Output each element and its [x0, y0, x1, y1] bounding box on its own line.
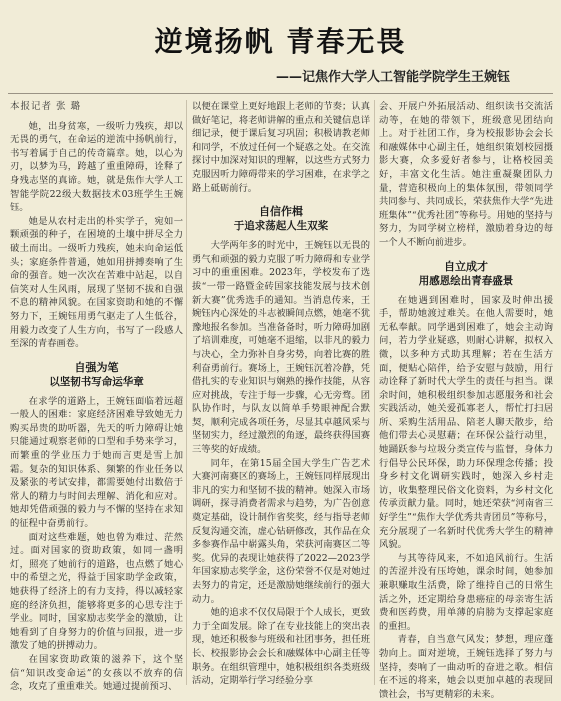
paragraph: 在她遇到困难时，国家及时伸出援手，帮助她渡过难关。在他人需要时，她无私奉献。同学遇到困难了，她会主动询问，若力学业疑惑，则耐心讲解，拟权入微，以多种方式助其理解；若在生活方面，便贴心陪伴，给予安慰与鼓励，用行动诠释了新时代大学生的责任与担当。课余时间，她积极组织参加志愿服务和社会实践活动，她关爱孤寡老人，帮忙打扫居所、采购生活用品、陪老人聊天散步，给他们带去心灵慰藉；在环保公益行动里，她踊跃参与垃圾分类宣传与监督，身体力行倡导公民环保，助力环保理念传播；投身乡村文化调研实践时，她深入乡村走访，收集整理民俗文化资料，为乡村文化传承贡献力量。同时，她还荣获“河南省三好学生”“焦作大学优秀共青团员”等称号，充分展现了一名新时代优秀大学生的精神风貌。: [379, 294, 553, 551]
article-subtitle: ——记焦作大学人工智能学院学生王婉钰: [275, 70, 510, 85]
article-title: 逆境扬帆 青春无畏: [154, 25, 407, 58]
section-heading-1: [10, 360, 183, 389]
section-heading-2: [192, 204, 370, 233]
column-1: [10, 100, 183, 693]
byline: 本报记者 张 璐: [10, 101, 82, 112]
section-heading-3: [379, 259, 553, 288]
header-divider: [8, 93, 553, 94]
section-heading-sub: 以坚韧书写命运华章: [49, 375, 144, 388]
paragraph: 在国家资助政策的滋养下，这个坚信“知识改变命运”的女孩以不放弃的信念，攻克了重重难关。她通过提前预习、: [10, 653, 183, 693]
column-3: [379, 100, 553, 700]
section-heading-main: 自信作楫: [259, 205, 303, 219]
paragraph: 她的追求不仅仅局限于个人成长，更致力于全面发展。除了在专业技能上的突出表现，她还积极参与班级和社团事务，担任班长、校报影协会会长和融媒体中心副主任等职务。在组织管理中，她积极组织各类班级活动，定期举行学习经验分享: [192, 607, 370, 687]
section-heading-sub: 用感恩绘出青春盛景: [418, 274, 514, 287]
paragraph: 在求学的道路上，王婉钰面临着远超一般人的困难：家庭经济困难导致她无力购买昂贵的助听器，先天的听力障碍让她只能通过观察老师的口型和手势来学习，而繁重的学业压力于她而言更是雪上加霜。复杂的知识体系、频繁的作业任务以及紧张的考试安排，都需要她付出数倍于常人的精力与时间去理解、消化和应对。她却凭借顽强的毅力与不懈的坚持在求知的征程中奋勇前行。: [10, 395, 183, 530]
section-heading-main: 自立成才: [444, 259, 488, 273]
paragraph: 她是从农村走出的朴实学子，宛如一颗顽强的种子，在困境的土壤中拼尽全力破土而出。一级听力残疾，她未向命运低头；家庭条件普通，她如用拼搏奏响了生命的强音。她一次次在苦难中站起，以自信笑对人生风雨，展现了坚韧不拔和自强不息的精神风貌。在国家资助和她的不懈努力下，王婉钰用勇气驱走了人生低谷，用毅力改变了人生方向，书写了一段感人至深的青春画卷。: [10, 215, 183, 350]
paragraph: 与其等待风来，不如追风前行。生活的苦涩并没有压垮她，课余时间，她参加兼职赚取生活费，除了维持自己的日常生活之外，还定期给身患癌症的母亲寄生活费和医药费，用单薄的肩膀为支撑起家庭的重担。: [379, 552, 553, 632]
paragraph: 她，出身贫寒，一级听力残疾，却以无畏的勇气，在命运的逆流中扬帆前行，书写着属于自己的传奇篇章。她，以心为刃，以梦为马，跨越了重重障碍，诠释了身残志坚的真谛。她，就是焦作大学人工智能学院22级大数据技术03班学生王婉钰。: [10, 120, 183, 214]
paragraph: 青春，自当意气风发；梦想，理应蓬勃向上。面对逆境，王婉钰选择了努力与坚持，奏响了一曲动听的奋进之歌。相信在不远的将来，她会以更加卓越的表现回馈社会，书写更精彩的未来。: [379, 634, 553, 700]
paragraph: 会、开展户外拓展活动、组织读书交流活动等，在她的带领下，班级意见团结向上。对于社团工作，身为校报影协会会长和融媒体中心副主任，她组织策划校园摄影大赛，众多爱好者参与，让格校园美好，丰富文化生活。她注重凝聚团队力量，营造积极向上的集体氛围，带领同学共同参与、共同成长，荣获焦作大学“先进班集体”“优秀社团”等称号。用她的坚持与努力，为同学树立榜样，激励着身边的每一个人不断向前进步。: [379, 101, 553, 248]
paragraph: 同年，在第15届全国大学生广告艺术大赛河南赛区的赛场上，王婉钰同样展现出非凡的实力和坚韧不拔的精神。她深入市场调研，探寻消费者需求与趋势，为广告创意奠定基础，设计制作省奖奖，经与指导老师反复沟通交流，虚心钻研修改，其作品在众多参赛作品中崭露头角，荣获河南赛区二等奖。优异的表现让她获得了2022—2023学年国家励志奖学金，这份荣誉不仅是对她过去努力的肯定，还是激励她继续前行的强大动力。: [192, 457, 370, 605]
section-heading-sub: 于追求荡起人生双桨: [233, 220, 329, 233]
section-heading-main: 自强为笔: [74, 360, 119, 374]
column-divider-1: [186, 100, 187, 685]
paragraph: 以便在课堂上更好地跟上老师的节奏；认真做好笔记，将老师讲解的重点和关键信息详细记录，便于课后复习巩固；积极请教老师和同学，不放过任何一个疑惑之处。在交流探讨中加深对知识的理解，以这些方式努力克服因听力障碍带来的学习困难，在求学之路上砥砺前行。: [192, 101, 370, 194]
paragraph: 大学两年多的时光中，王婉钰以无畏的勇气和顽强的毅力克服了听力障碍和专业学习中的重重困难。2023年，学校发布了选拔“一带一路暨金砖国家技能发展与技术创新大赛”优秀选手的通知。当消息传来，王婉钰内心深处的斗志被瞬间点燃，她毫不犹豫地报名参加。当准备备时，听力障碍加剧了培训难度，可她毫不退缩，以非凡的毅力与决心，全力弥补自身劣势，向着比赛的胜利奋勇前行。赛场上，王婉钰沉着冷静，凭借扎实的专业知识与娴熟的操作技能，从容应对挑战，专注于每一步骤，心无旁骛。团队协作时，与队友以简单手势眼神配合默契，顺利完成各项任务，尽显其卓越风采与坚韧实力，经过激烈的角逐，最终获得国赛三等奖的好成绩。: [192, 240, 370, 456]
column-2: [192, 100, 370, 685]
paragraph: 面对这些难题，她也曾为难过、茫然过。面对国家的资助政策，如同一盏明灯，照亮了她前行的道路，也点燃了她心中的希望之光，得益于国家助学金政策，她获得了经济上的有力支持，得以减轻家庭的经济负担，能够将更多的心思专注于学业。同时，国家励志奖学金的激励，让她看到了自身努力的价值与回报，进一步激发了她的拼搏动力。: [10, 531, 183, 652]
column-divider-2: [374, 100, 375, 685]
